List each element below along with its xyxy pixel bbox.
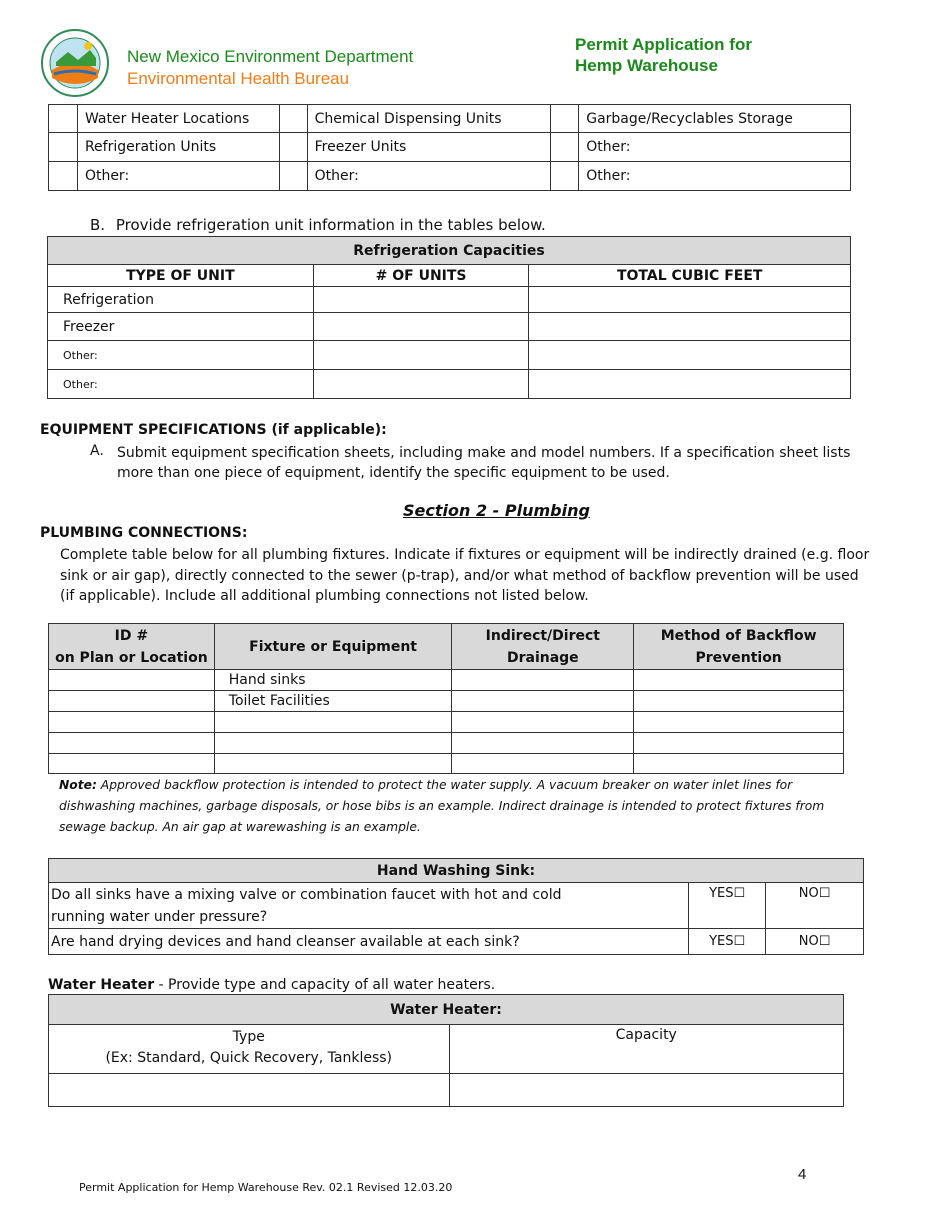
fixture-input[interactable] <box>214 733 452 754</box>
unit-type[interactable]: Other: <box>48 370 314 399</box>
checkbox-cell[interactable] <box>551 162 579 191</box>
checkbox-cell[interactable] <box>551 105 579 133</box>
col-header-units: # OF UNITS <box>313 265 529 287</box>
water-heater-table <box>48 994 844 1107</box>
checkbox-cell[interactable] <box>49 133 78 162</box>
col-header-type: TYPE OF UNIT <box>48 265 314 287</box>
unit-type[interactable]: Other: <box>48 341 314 370</box>
note-label: Note: <box>59 778 97 792</box>
id-input[interactable] <box>49 691 215 712</box>
table-row <box>49 691 844 712</box>
table-row <box>48 341 851 370</box>
no-checkbox[interactable]: NO☐ <box>766 929 864 955</box>
fixture-name: Hand sinks <box>214 670 452 691</box>
equipment-item-label: A. <box>90 443 104 459</box>
id-input[interactable] <box>49 733 215 754</box>
question-row <box>49 883 864 929</box>
drainage-input[interactable] <box>452 712 634 733</box>
col-header-capacity: Capacity <box>449 1025 844 1074</box>
checklist-label[interactable]: Other: <box>579 162 851 191</box>
note-line: sewage backup. An air gap at warewashing is an example. <box>59 820 421 834</box>
checklist-label: Refrigeration Units <box>77 133 279 162</box>
id-input[interactable] <box>49 754 215 774</box>
backflow-note <box>59 775 824 838</box>
checklist-label[interactable]: Other: <box>307 162 551 191</box>
table-row <box>49 670 844 691</box>
checklist-label: Freezer Units <box>307 133 551 162</box>
checkbox-cell[interactable] <box>279 133 307 162</box>
units-input[interactable] <box>313 313 529 341</box>
plumbing-line: (if applicable). Include all additional plumbing connections not listed below. <box>60 588 589 604</box>
checklist-label[interactable]: Other: <box>579 133 851 162</box>
yes-checkbox[interactable]: YES☐ <box>689 883 766 929</box>
question-mixing-valve <box>49 883 689 929</box>
section-b-instruction <box>90 216 546 234</box>
agency-name: New Mexico Environment Department <box>127 47 414 66</box>
unit-type: Refrigeration <box>48 287 314 313</box>
checklist-row <box>49 133 851 162</box>
header-text: Indirect/Direct <box>485 627 600 644</box>
unit-type: Freezer <box>48 313 314 341</box>
plumbing-instructions <box>60 545 869 607</box>
table-row <box>49 1074 844 1107</box>
backflow-input[interactable] <box>634 754 844 774</box>
checklist-label: Water Heater Locations <box>77 105 279 133</box>
bureau-name: Environmental Health Bureau <box>127 69 350 88</box>
table-row <box>49 754 844 774</box>
drainage-input[interactable] <box>452 691 634 712</box>
water-heater-text: - Provide type and capacity of all water heaters. <box>154 977 496 993</box>
plumbing-table <box>48 623 844 774</box>
units-input[interactable] <box>313 370 529 399</box>
equipment-line: Submit equipment specification sheets, including make and model numbers. If a specification sheet lists <box>117 445 851 461</box>
checklist-label: Garbage/Recyclables Storage <box>579 105 851 133</box>
col-header-cubic-feet: TOTAL CUBIC FEET <box>529 265 851 287</box>
plumbing-line: Complete table below for all plumbing fixtures. Indicate if fixtures or equipment will be indirectly drained (e.g. floor <box>60 547 870 563</box>
drainage-input[interactable] <box>452 670 634 691</box>
checkbox-cell[interactable] <box>49 162 78 191</box>
cubic-feet-input[interactable] <box>529 287 851 313</box>
equipment-heading: EQUIPMENT SPECIFICATIONS (if applicable): <box>40 422 387 438</box>
checklist-label[interactable]: Other: <box>77 162 279 191</box>
equipment-line: more than one piece of equipment, identify the specific equipment to be used. <box>117 465 670 481</box>
units-input[interactable] <box>313 341 529 370</box>
id-input[interactable] <box>49 670 215 691</box>
fixture-input[interactable] <box>214 712 452 733</box>
units-input[interactable] <box>313 287 529 313</box>
note-line: dishwashing machines, garbage disposals, or hose bibs is an example. Indirect drainage is intended to protect fixtures from <box>59 799 825 813</box>
table-row <box>48 370 851 399</box>
drainage-input[interactable] <box>452 733 634 754</box>
col-header-drainage <box>452 624 634 670</box>
document-title-line1: Permit Application for <box>575 35 752 54</box>
refrigeration-title: Refrigeration Capacities <box>48 237 851 265</box>
question-hand-drying: Are hand drying devices and hand cleanser available at each sink? <box>49 929 689 955</box>
refrigeration-table <box>47 236 851 399</box>
backflow-input[interactable] <box>634 691 844 712</box>
backflow-input[interactable] <box>634 733 844 754</box>
checklist-row <box>49 162 851 191</box>
water-heater-label: Water Heater <box>48 977 155 993</box>
capacity-input[interactable] <box>449 1074 844 1107</box>
header-text: Method of Backflow <box>660 627 817 644</box>
table-row <box>49 712 844 733</box>
header-text: Type <box>232 1029 265 1045</box>
hand-washing-title: Hand Washing Sink: <box>49 859 864 883</box>
col-header-fixture: Fixture or Equipment <box>214 624 452 670</box>
table-row <box>49 733 844 754</box>
col-header-type <box>49 1025 450 1074</box>
drainage-input[interactable] <box>452 754 634 774</box>
cubic-feet-input[interactable] <box>529 341 851 370</box>
col-header-id <box>49 624 215 670</box>
question-row <box>49 929 864 955</box>
header-text: Prevention <box>695 649 782 666</box>
header-text: on Plan or Location <box>55 649 208 666</box>
water-heater-instruction <box>48 977 495 993</box>
id-input[interactable] <box>49 712 215 733</box>
cubic-feet-input[interactable] <box>529 313 851 341</box>
type-input[interactable] <box>49 1074 450 1107</box>
question-text: Do all sinks have a mixing valve or combination faucet with hot and cold <box>51 886 562 903</box>
section-2-title: Section 2 - Plumbing <box>403 501 590 520</box>
hand-washing-table <box>48 858 864 955</box>
header-text: (Ex: Standard, Quick Recovery, Tankless) <box>105 1050 393 1066</box>
section-b-text: Provide refrigeration unit information in the tables below. <box>115 216 546 234</box>
page-number: 4 <box>798 1166 807 1183</box>
plumbing-line: sink or air gap), directly connected to the sewer (p-trap), and/or what method of backflow prevention will be used <box>60 567 859 584</box>
fixture-name: Toilet Facilities <box>214 691 452 712</box>
fixture-input[interactable] <box>214 754 452 774</box>
cubic-feet-input[interactable] <box>529 370 851 399</box>
header-text: Drainage <box>506 649 579 666</box>
footer-text: Permit Application for Hemp Warehouse Rev. 02.1 Revised 12.03.20 <box>79 1181 453 1194</box>
agency-logo <box>40 28 110 98</box>
water-heater-title: Water Heater: <box>49 995 844 1025</box>
col-header-backflow <box>634 624 844 670</box>
checklist-label: Chemical Dispensing Units <box>307 105 551 133</box>
table-row <box>48 313 851 341</box>
header-text: ID # <box>114 627 149 644</box>
checkbox-cell[interactable] <box>279 162 307 191</box>
plumbing-heading: PLUMBING CONNECTIONS: <box>40 525 248 541</box>
no-checkbox[interactable]: NO☐ <box>766 883 864 929</box>
note-line: Approved backflow protection is intended to protect the water supply. A vacuum breaker on water inlet lines for <box>96 778 793 792</box>
document-title-line2: Hemp Warehouse <box>575 56 718 75</box>
checkbox-cell[interactable] <box>279 105 307 133</box>
checkbox-cell[interactable] <box>551 133 579 162</box>
backflow-input[interactable] <box>634 712 844 733</box>
yes-checkbox[interactable]: YES☐ <box>689 929 766 955</box>
checkbox-cell[interactable] <box>49 105 78 133</box>
checklist-row <box>49 105 851 133</box>
backflow-input[interactable] <box>634 670 844 691</box>
location-checklist <box>48 104 851 191</box>
question-text: running water under pressure? <box>51 908 268 925</box>
section-b-label: B. <box>90 216 106 234</box>
equipment-item-text <box>117 443 850 483</box>
table-row <box>48 287 851 313</box>
